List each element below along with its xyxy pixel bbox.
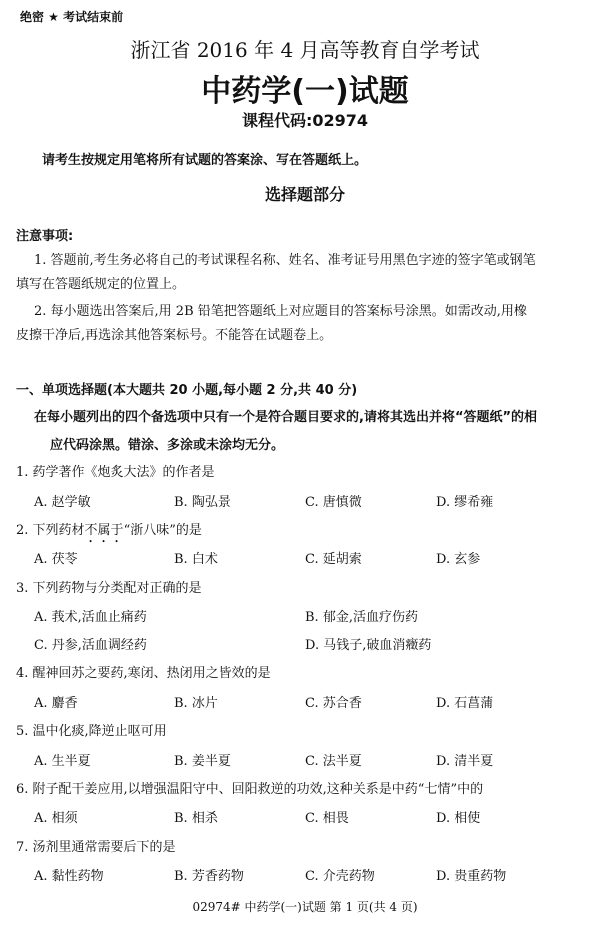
question-7-option-b: B. 芳香药物 <box>174 869 244 884</box>
question-5-option-d: D. 清半夏 <box>436 754 494 769</box>
question-5-option-c: C. 法半夏 <box>305 754 362 769</box>
question-1-option-d: D. 缪希雍 <box>436 495 494 510</box>
notice-1-line-1: 1. 答题前,考生务必将自己的考试课程名称、姓名、准考证号用黑色字迹的签字笔或钢笔 <box>34 253 536 268</box>
section-title: 选择题部分 <box>264 185 345 204</box>
notice-heading: 注意事项: <box>16 229 74 244</box>
question-2-option-a: A. 茯苓 <box>34 552 78 567</box>
question-1-option-c: C. 唐慎微 <box>305 495 362 510</box>
notice-2-line-2: 皮擦干净后,再选涂其他答案标号。不能答在试题卷上。 <box>16 328 333 343</box>
question-4-option-d: D. 石菖蒲 <box>436 696 494 711</box>
question-7-stem: 7. 汤剂里通常需要后下的是 <box>16 840 176 855</box>
question-6-option-a: A. 相须 <box>34 811 78 826</box>
question-2-stem <box>16 519 202 546</box>
question-6-option-b: B. 相杀 <box>174 811 218 826</box>
question-1-stem: 1. 药学著作《炮炙大法》的作者是 <box>16 465 215 480</box>
question-4-option-c: C. 苏合香 <box>305 696 362 711</box>
page-footer: 02974# 中药学(一)试题 第 1 页(共 4 页) <box>192 900 418 914</box>
question-3-option-d: D. 马钱子,破血消癥药 <box>305 638 432 653</box>
question-2-emphasis: 不属于 <box>84 523 124 538</box>
confidential-mark: 绝密 ★ 考试结束前 <box>20 10 124 24</box>
paper-title: 中药学(一)试题 <box>201 74 409 109</box>
question-6-option-c: C. 相畏 <box>305 811 349 826</box>
question-2-stem-suffix: “浙八味”的是 <box>123 523 202 538</box>
question-3-option-b: B. 郁金,活血疗伤药 <box>305 610 418 625</box>
question-6-stem: 6. 附子配干姜应用,以增强温阳守中、回阳救逆的功效,这种关系是中药“七情”中的 <box>16 782 484 797</box>
notice-2-line-1: 2. 每小题选出答案后,用 2B 铅笔把答题纸上对应题目的答案标号涂黑。如需改动,用橡 <box>34 304 527 319</box>
part-1-instruction-line-2: 应代码涂黑。错涂、多涂或未涂均无分。 <box>50 438 285 453</box>
question-7-option-d: D. 贵重药物 <box>436 869 507 884</box>
question-7-option-c: C. 介壳药物 <box>305 869 375 884</box>
question-2-option-c: C. 延胡索 <box>305 552 362 567</box>
question-3-stem: 3. 下列药物与分类配对正确的是 <box>16 581 202 596</box>
question-2-stem-prefix: 2. 下列药材 <box>16 523 85 538</box>
question-5-option-b: B. 姜半夏 <box>174 754 231 769</box>
question-4-option-a: A. 麝香 <box>34 696 78 711</box>
question-3-option-a: A. 莪术,活血止痛药 <box>34 610 147 625</box>
question-2-option-d: D. 玄参 <box>436 552 481 567</box>
question-4-option-b: B. 冰片 <box>174 696 218 711</box>
part-1-instruction-line-1: 在每小题列出的四个备选项中只有一个是符合题目要求的,请将其选出并将“答题纸”的相 <box>34 410 538 425</box>
question-3-option-c: C. 丹参,活血调经药 <box>34 638 147 653</box>
answer-instruction: 请考生按规定用笔将所有试题的答案涂、写在答题纸上。 <box>42 153 368 168</box>
question-1-option-a: A. 赵学敏 <box>34 495 91 510</box>
exam-title: 浙江省 2016 年 4 月高等教育自学考试 <box>130 38 480 62</box>
question-4-stem: 4. 醒神回苏之要药,寒闭、热闭用之皆效的是 <box>16 666 271 681</box>
course-code: 课程代码:02974 <box>241 111 369 130</box>
question-5-option-a: A. 生半夏 <box>34 754 91 769</box>
question-7-option-a: A. 黏性药物 <box>34 869 104 884</box>
question-6-option-d: D. 相使 <box>436 811 481 826</box>
question-2-option-b: B. 白术 <box>174 552 218 567</box>
question-5-stem: 5. 温中化痰,降逆止呕可用 <box>16 724 167 739</box>
part-1-heading: 一、单项选择题(本大题共 20 小题,每小题 2 分,共 40 分) <box>16 383 358 398</box>
question-1-option-b: B. 陶弘景 <box>174 495 231 510</box>
notice-1-line-2: 填写在答题纸规定的位置上。 <box>16 277 186 292</box>
